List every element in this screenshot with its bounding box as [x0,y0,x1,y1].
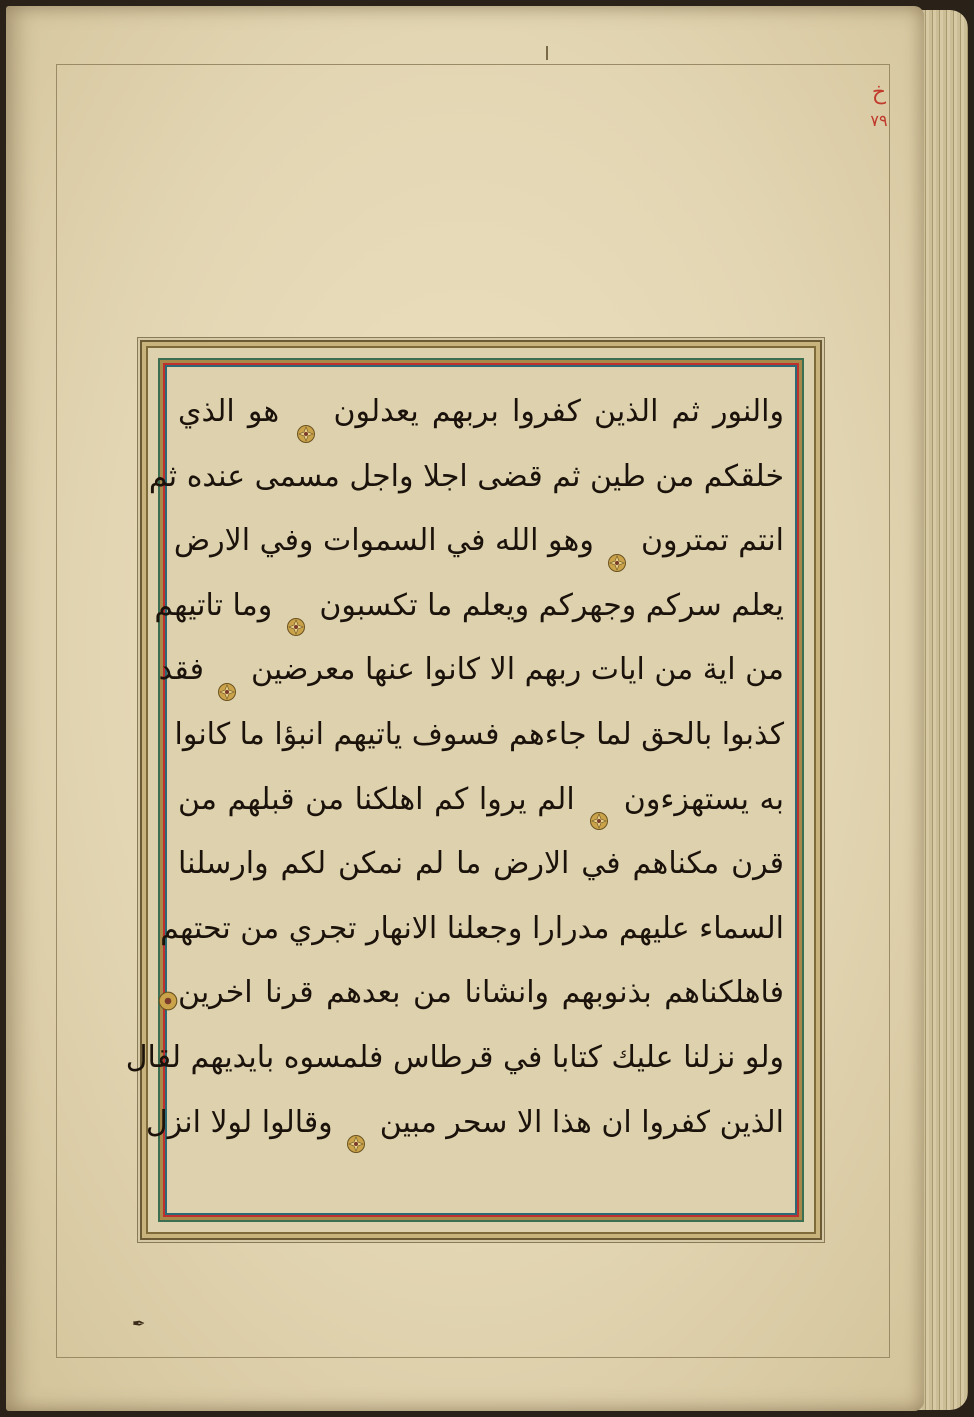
margin-ink-mark: ✒ [132,1314,146,1333]
gold-rosette-icon [346,1113,366,1133]
top-tick-mark [546,46,548,60]
text-line: انتم تمترون وهو الله في السموات وفي الارض [178,509,784,574]
gold-rosette-icon [217,661,237,681]
text-line: ولو نزلنا عليك كتابا في قرطاس فلمسوه بايديهم لقال [125,1039,784,1075]
text-line: الذين كفروا ان هذا الا سحر مبين وقالوا لولا انزل [178,1091,784,1156]
text-block [125,380,784,1204]
text-line: به يستهزءون الم يروا كم اهلكنا من قبلهم من [178,768,784,833]
gold-rosette-icon [589,790,609,810]
text-line: والنور ثم الذين كفروا بربهم يعدلون هو الذي [178,380,784,445]
manuscript-page [6,6,924,1411]
text-panel [125,346,816,1234]
gold-rosette-icon [607,532,627,552]
folio-digits: ٧٩ [870,111,888,130]
folio-letter: خ [871,80,887,105]
gold-rosette-icon [286,596,306,616]
folio-number [862,82,896,132]
gold-rosette-icon [296,403,316,423]
text-line: السماء عليهم مدرارا وجعلنا الانهار تجري من تحتهم [160,910,784,946]
text-line: من اية من ايات ربهم الا كانوا عنها معرضين فقد [178,638,784,703]
text-line: يعلم سركم وجهركم ويعلم ما تكسبون وما تاتيهم [178,574,784,639]
margin-rosette-icon [157,990,179,1012]
text-line: فاهلكناهم بذنوبهم وانشانا من بعدهم قرنا اخرين [178,975,784,1011]
text-line: كذبوا بالحق لما جاءهم فسوف ياتيهم انبؤا ما كانوا [174,716,784,752]
text-line: خلقكم من طين ثم قضى اجلا واجل مسمى عنده ثم [148,458,784,494]
text-line: قرن مكناهم في الارض ما لم نمكن لكم وارسلنا [178,846,784,882]
